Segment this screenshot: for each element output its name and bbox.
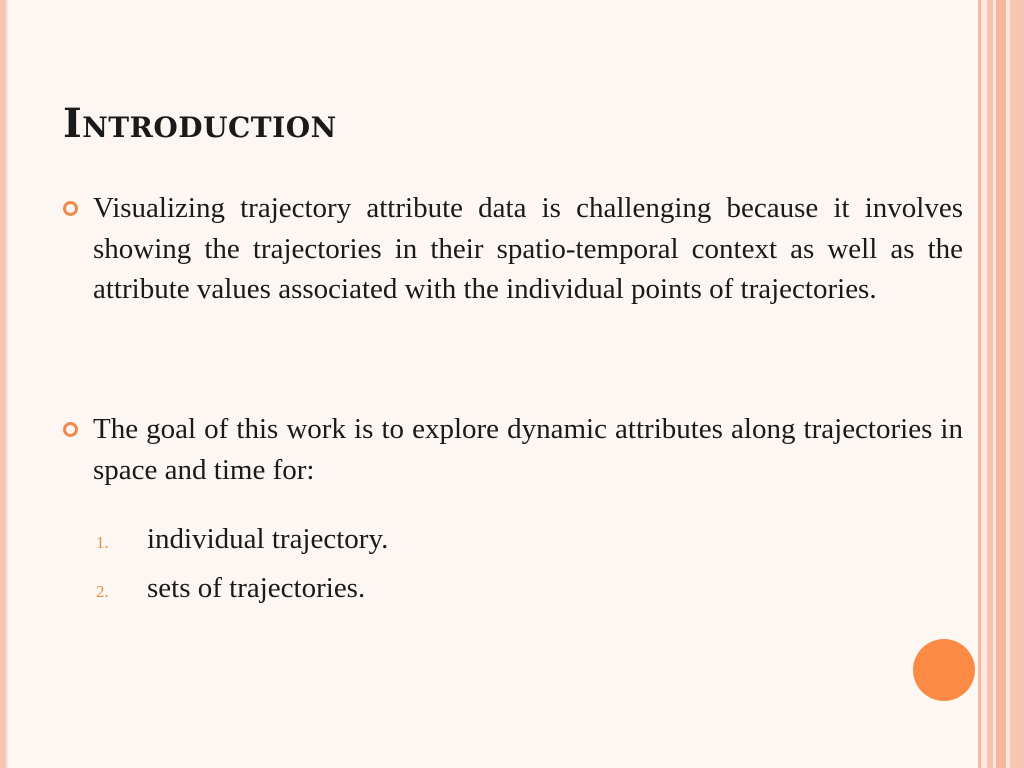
bullet-ring-icon xyxy=(63,422,78,437)
right-stripe-decoration xyxy=(1010,0,1024,768)
right-stripe-decoration xyxy=(996,0,1006,768)
list-number: 1. xyxy=(96,533,109,552)
bullet-text: The goal of this work is to explore dynamic attributes along trajectories in space and time for: xyxy=(93,413,963,486)
left-border-line xyxy=(6,0,8,768)
decorative-circle xyxy=(913,639,975,701)
list-number: 2. xyxy=(96,582,109,601)
bullet-item xyxy=(63,409,963,490)
bullet-item xyxy=(63,188,963,310)
bullet-text: Visualizing trajectory attribute data is challenging because it involves showing the trajectories in their spatio-temporal context as well as the attribute values associated with the individual points of trajectories. xyxy=(93,192,963,305)
slide-title: Introduction xyxy=(63,100,337,147)
list-item-label: individual trajectory. xyxy=(147,523,389,555)
list-item-label: sets of trajectories. xyxy=(147,572,366,604)
bullet-ring-icon xyxy=(63,201,78,216)
